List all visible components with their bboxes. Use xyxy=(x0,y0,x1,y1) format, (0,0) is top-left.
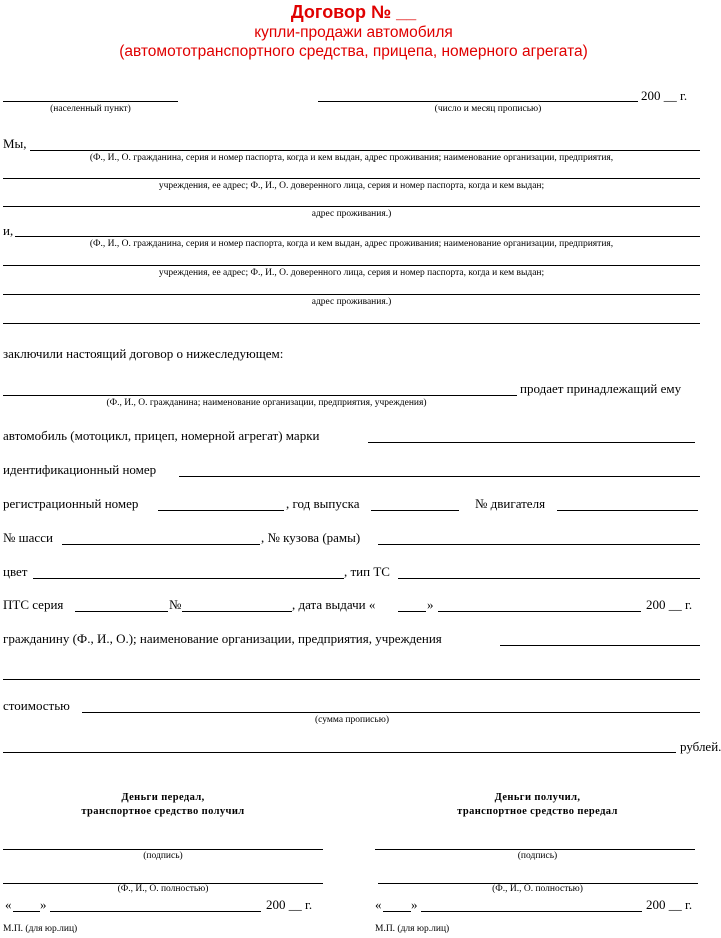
pts-series-line[interactable] xyxy=(75,611,168,612)
chassis-no-label: № шасси xyxy=(3,530,53,545)
date-line[interactable] xyxy=(318,101,638,102)
party2-line-2[interactable] xyxy=(3,265,700,266)
place-caption: (населенный пункт) xyxy=(50,104,131,114)
left-date-day-line[interactable] xyxy=(13,911,40,912)
year-made-label: , год выпуска xyxy=(286,496,360,511)
concluded-text: заключили настоящий договор о нижеследующем: xyxy=(3,346,284,361)
right-date-month-line[interactable] xyxy=(421,911,642,912)
party2-caption-2: учреждения, ее адрес; Ф., И., О. доверенного лица, серия и номер паспорта, когда и кем выдан; xyxy=(158,268,545,278)
reg-number-label: регистрационный номер xyxy=(3,496,139,511)
party1-caption-2: учреждения, ее адрес; Ф., И., О. доверенного лица, серия и номер паспорта, когда и кем выдан; xyxy=(158,181,545,191)
seller-caption: (Ф., И., О. гражданина; наименование организации, предприятия, учреждения) xyxy=(106,398,427,408)
cost-line[interactable] xyxy=(82,712,700,713)
issue-date-label: , дата выдачи « xyxy=(292,597,376,612)
party1-line-1[interactable] xyxy=(30,150,700,151)
sells-text: продает принадлежащий ему xyxy=(520,381,682,396)
party1-caption-1: (Ф., И., О. гражданина, серия и номер паспорта, когда и кем выдан, адрес проживания; наименование организации, предприятия, xyxy=(89,153,614,163)
left-name-caption: (Ф., И., О. полностью) xyxy=(117,884,209,894)
vehicle-brand-label: автомобиль (мотоцикл, прицеп, номерной агрегат) марки xyxy=(3,428,320,443)
left-sign-heading-1: Деньги передал, xyxy=(121,792,205,803)
vin-line[interactable] xyxy=(179,476,700,477)
party1-caption-3: адрес проживания.) xyxy=(311,209,392,219)
party2-line-1[interactable] xyxy=(15,236,700,237)
left-sign-heading-2: транспортное средство получил xyxy=(81,806,245,817)
vin-label: идентификационный номер xyxy=(3,462,157,477)
party2-caption-1: (Ф., И., О. гражданина, серия и номер паспорта, когда и кем выдан, адрес проживания; наименование организации, предприятия, xyxy=(89,239,614,249)
cost-label: стоимостью xyxy=(3,698,70,713)
and-label: и, xyxy=(3,223,14,238)
we-label: Мы, xyxy=(3,136,27,151)
left-date-year: 200 __ г. xyxy=(266,897,313,912)
right-stamp: М.П. (для юр.лиц) xyxy=(375,924,450,934)
chassis-no-line[interactable] xyxy=(62,544,260,545)
color-label: цвет xyxy=(3,564,28,579)
right-date-day-line[interactable] xyxy=(383,911,411,912)
left-signature-line[interactable] xyxy=(3,849,323,850)
right-date-year: 200 __ г. xyxy=(646,897,693,912)
left-date-close: » xyxy=(40,897,47,912)
party2-caption-3: адрес проживания.) xyxy=(311,297,392,307)
date-caption: (число и месяц прописью) xyxy=(434,104,542,114)
party2-line-4[interactable] xyxy=(3,323,700,324)
engine-no-label: № двигателя xyxy=(475,496,546,511)
right-signature-caption: (подпись) xyxy=(517,851,558,861)
document-title: Договор № __ xyxy=(290,2,417,22)
right-name-caption: (Ф., И., О. полностью) xyxy=(492,884,583,894)
vehicle-type-label: , тип ТС xyxy=(344,564,390,579)
buyer-label: гражданину (Ф., И., О.); наименование организации, предприятия, учреждения xyxy=(3,631,442,646)
place-line[interactable] xyxy=(3,101,178,102)
sum-caption: (сумма прописью) xyxy=(315,715,389,725)
engine-no-line[interactable] xyxy=(557,510,698,511)
issue-month-line[interactable] xyxy=(438,611,641,612)
vehicle-brand-line[interactable] xyxy=(368,442,695,443)
buyer-line-2[interactable] xyxy=(3,679,700,680)
left-signature-caption: (подпись) xyxy=(143,851,183,861)
color-line[interactable] xyxy=(33,578,344,579)
right-sign-heading-1: Деньги получил, xyxy=(494,792,581,803)
right-date-close: » xyxy=(411,897,418,912)
body-no-line[interactable] xyxy=(378,544,700,545)
issue-date-close: » xyxy=(427,597,434,612)
reg-number-line[interactable] xyxy=(158,510,284,511)
issue-year: 200 __ г. xyxy=(646,597,693,612)
document-subtitle-detail: (автомототранспортного средства, прицепа, номерного агрегата) xyxy=(119,43,588,60)
body-no-label: , № кузова (рамы) xyxy=(261,530,361,545)
right-signature-line[interactable] xyxy=(375,849,695,850)
pts-no-line[interactable] xyxy=(182,611,292,612)
rubles-label: рублей. xyxy=(680,739,721,754)
right-sign-heading-2: транспортное средство передал xyxy=(457,806,618,817)
document-subtitle: купли-продажи автомобиля xyxy=(254,24,453,41)
sum-line[interactable] xyxy=(3,752,676,753)
party2-line-3[interactable] xyxy=(3,294,700,295)
pts-series-label: ПТС серия xyxy=(3,597,64,612)
header-year: 200 __ г. xyxy=(641,88,688,103)
left-date-month-line[interactable] xyxy=(50,911,261,912)
pts-no-label: № xyxy=(169,597,182,612)
left-date-open: « xyxy=(5,897,12,912)
left-stamp: М.П. (для юр.лиц) xyxy=(3,924,78,934)
vehicle-type-line[interactable] xyxy=(398,578,700,579)
party1-line-2[interactable] xyxy=(3,178,700,179)
year-made-line[interactable] xyxy=(371,510,459,511)
seller-line[interactable] xyxy=(3,395,517,396)
buyer-line-1[interactable] xyxy=(500,645,700,646)
right-date-open: « xyxy=(375,897,382,912)
party1-line-3[interactable] xyxy=(3,206,700,207)
issue-day-line[interactable] xyxy=(398,611,426,612)
